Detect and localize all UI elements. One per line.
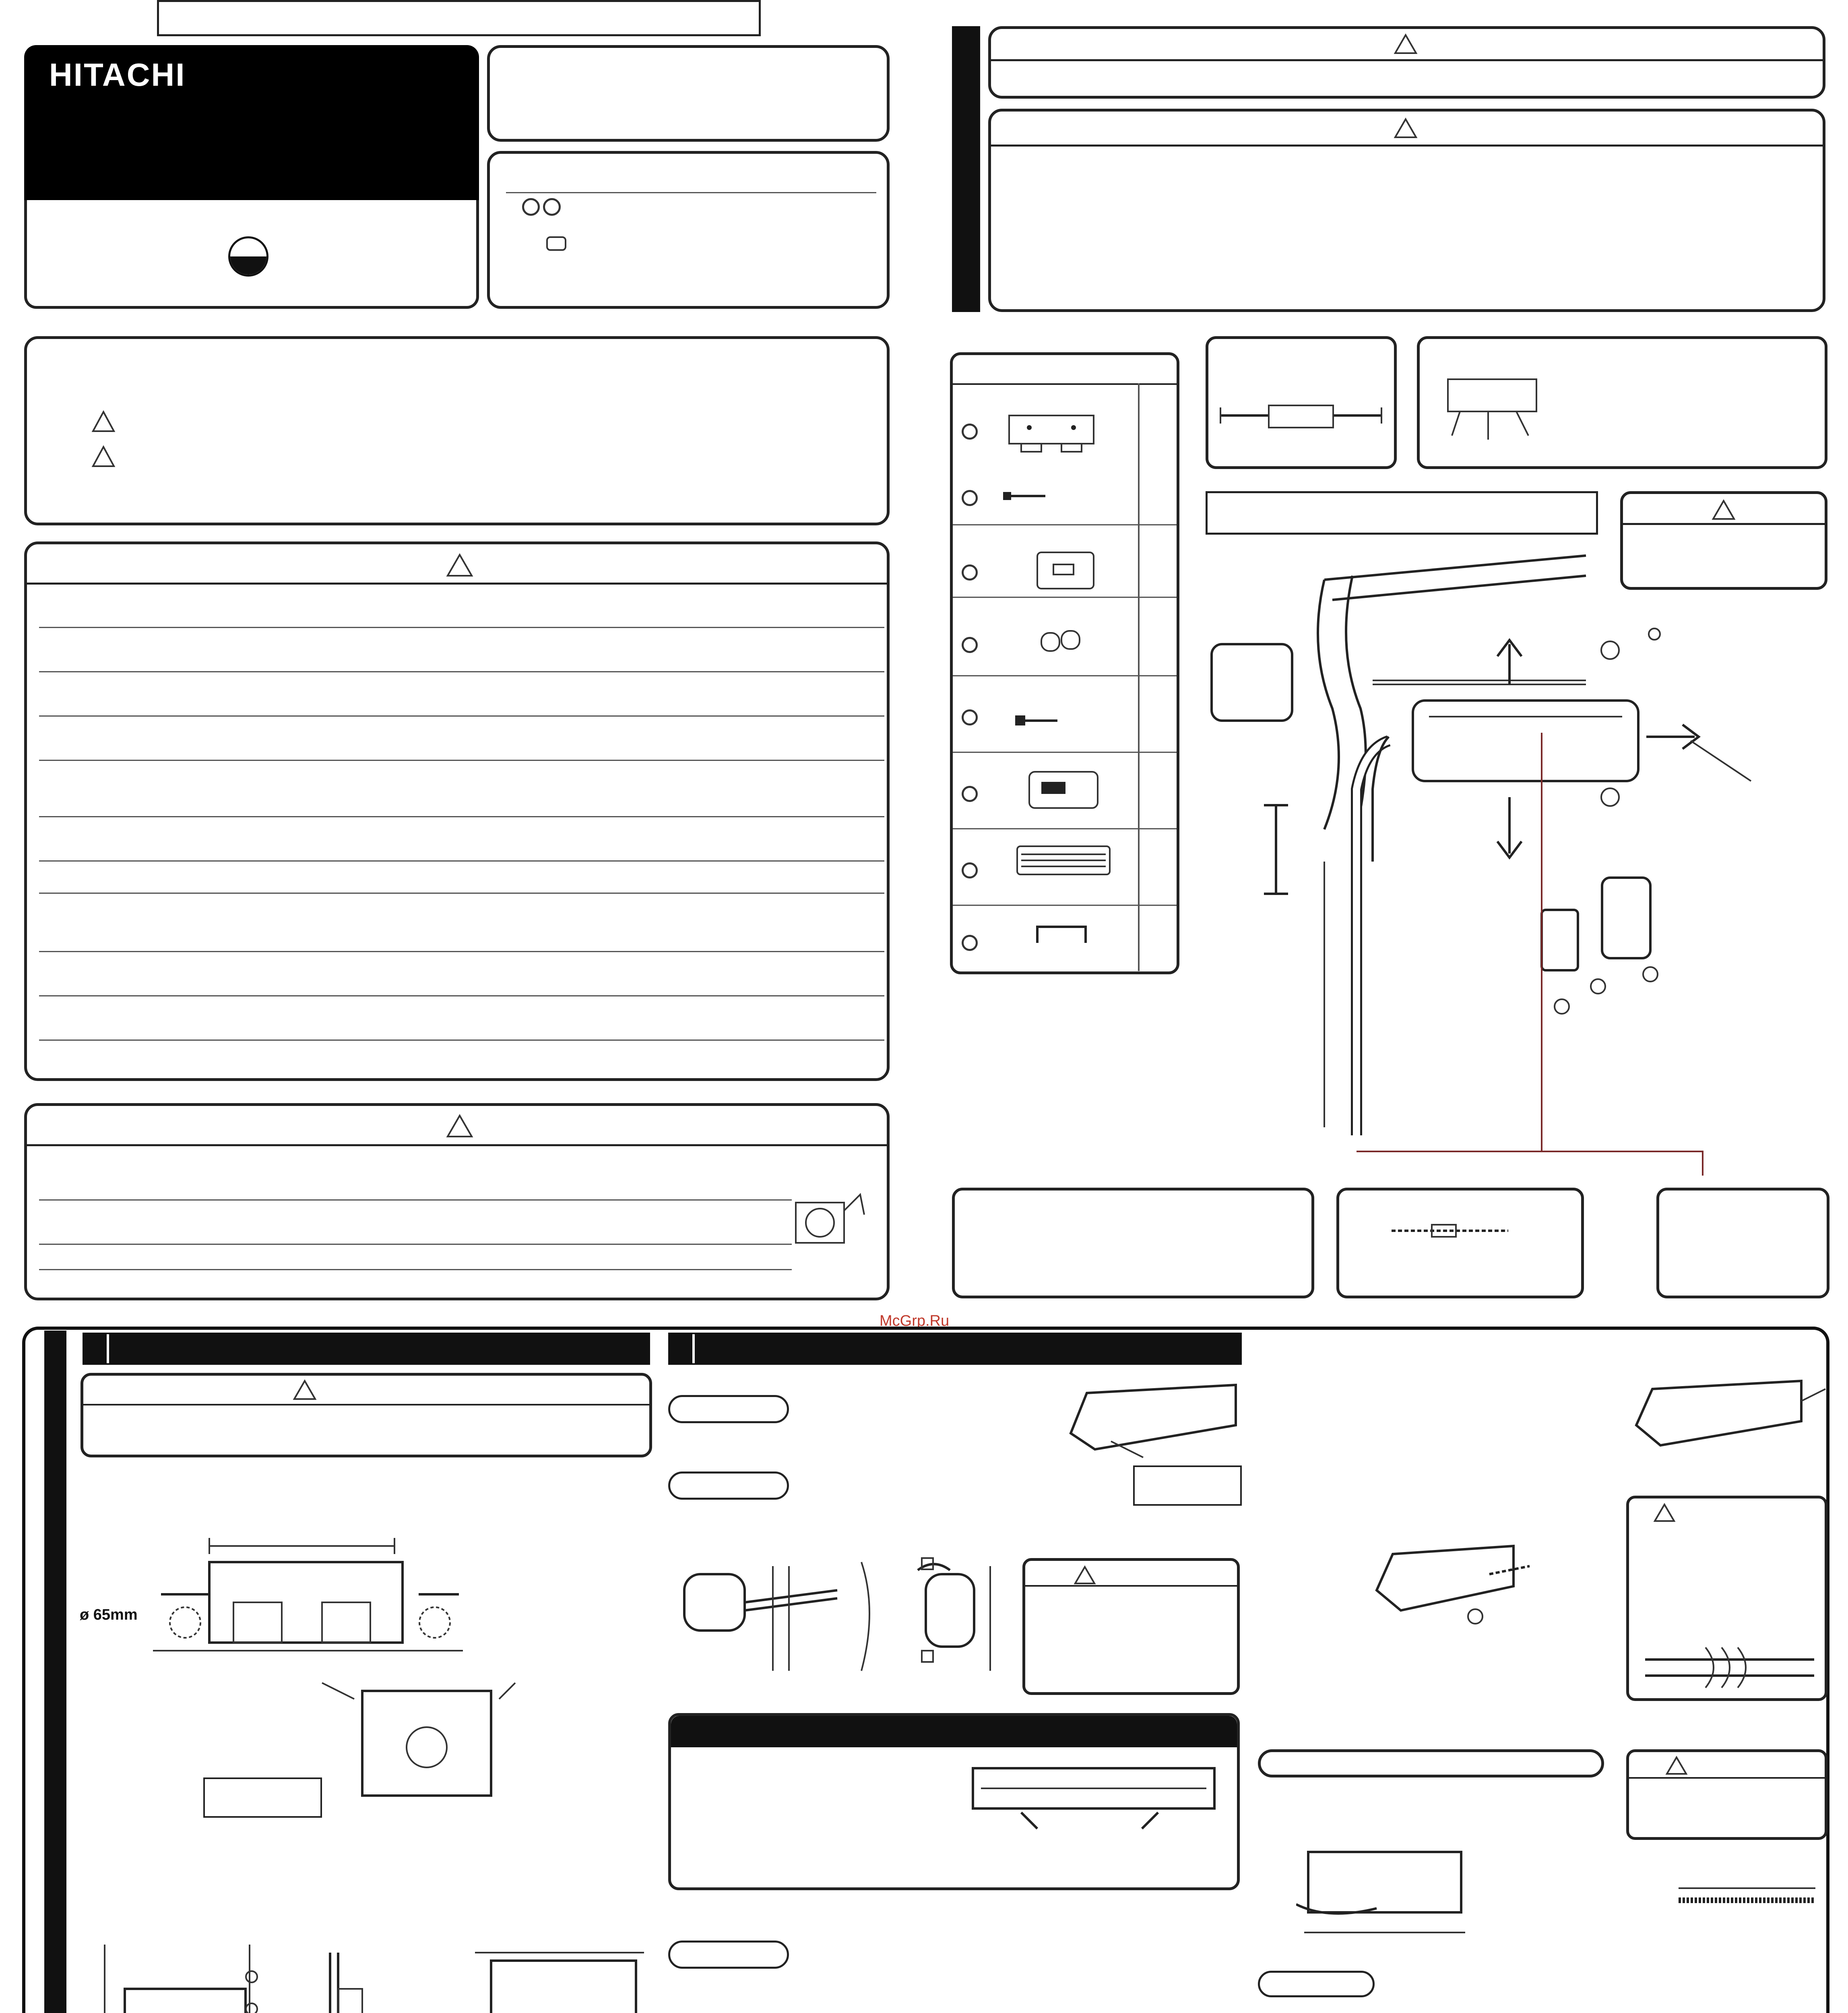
earth-symbol-icon [228,236,268,277]
installation-tool-box [1417,336,1827,469]
right-caution-box [988,109,1825,312]
indoor-unit-side-illustration [1436,367,1557,448]
connector-icon [546,236,566,251]
step-label-remove-panel [668,1941,789,1969]
brand-logo: HITACHI [49,57,186,93]
caution-triangle-icon [293,1379,317,1401]
drain-caution-box [1626,1749,1827,1840]
circled-number-icon [962,424,978,440]
safety-intro-box [24,336,890,525]
air-filter-part-icon [1013,838,1114,882]
warning-list-box [24,541,890,1081]
battery-part-icon [1037,625,1086,657]
drain-hose-illustration [1388,1215,1516,1247]
right-warning-box [988,26,1825,99]
caution-triangle-icon [91,444,116,469]
step-label-piping-right [668,1395,789,1423]
mounting-note-box [203,1777,322,1818]
tapping-screw-part-icon [1013,709,1061,734]
circled-number-icon [962,709,978,725]
caution-triangle-icon [446,1113,474,1139]
indoor-unit-piping-illustration [1063,1369,1240,1465]
section-header-mounting-plate [83,1333,650,1365]
indoor-unit-hang-illustration [1711,2005,1811,2013]
insulation-caution-box [1626,1496,1827,1701]
brand-panel-lower [24,200,479,309]
warning-triangle-icon [91,409,116,434]
caution-triangle-icon [1074,1565,1096,1586]
circled-number-icon [962,786,978,802]
remote-holder-part-icon [1033,548,1098,593]
installation-overview-diagram [1204,548,1827,1184]
center-piping-illustration [1369,1530,1538,1651]
pipe-bending-illustrations [668,1550,1030,1687]
caution-triangle-icon [1653,1503,1676,1523]
outdoor-unit-box [1656,1188,1829,1298]
circled-number-icon [962,935,978,951]
drain-step-title-box [1258,1749,1604,1777]
drain-hose-connection-box [1336,1188,1584,1298]
tape-wrap-illustration [1641,1631,1818,1700]
circled-number-icon [962,490,978,506]
pipe-hole-diameter-label: ø 65mm [80,1606,138,1623]
accessory-parts-table [950,352,1179,974]
front-panel-section [668,1713,1240,1890]
watermark-text: McGrp.Ru [880,1312,950,1329]
circled-number-icon [543,198,561,216]
piping-note-box [1133,1465,1242,1506]
circled-number-icon [522,198,540,216]
circled-number-icon [962,564,978,581]
step-label-piping-left [668,1472,789,1500]
drain-hose-detail [1670,1876,1823,1932]
mounting-plate-piping-illustration [1296,1844,1473,1949]
wall-hole-diagrams [81,1928,652,2013]
pipe-bend-caution-box [1022,1558,1240,1695]
caution-triangle-icon [1394,117,1418,140]
front-panel-illustration [965,1760,1222,1857]
remote-controller-part-icon [1025,766,1102,814]
mounting-plate-caution-box [81,1373,652,1457]
installation-diagram-title [1206,491,1598,535]
circled-number-icon [962,862,978,878]
side-black-bar-bottom [44,1331,66,2013]
step-label-indoor-install [1258,1971,1375,1997]
screw-part-icon [1001,486,1049,506]
outdoor-unit-illustration [788,1178,868,1259]
right-piping-illustration-top [1628,1365,1829,1469]
side-black-bar-top [952,26,980,312]
warning-triangle-icon [1394,33,1418,56]
warning-triangle-icon [446,552,474,578]
indoor-outdoor-connection-box [952,1188,1314,1298]
circled-number-icon [962,637,978,653]
specification-box [487,151,890,309]
pipe-connector-illustration [1216,391,1385,440]
top-title-frame [157,0,761,36]
caution-list-box [24,1103,890,1300]
caution-triangle-icon [1665,1755,1688,1776]
caution-triangle-icon [1712,499,1736,521]
mounting-plate-dimension-diagram [81,1522,523,1812]
mounting-plate-part-icon [1005,407,1098,456]
section-header-indoor-unit [668,1333,1242,1365]
model-info-box [487,45,890,142]
clamp-part-icon [1029,919,1094,951]
connecting-pipe-box [1206,336,1397,469]
brand-panel [24,45,479,200]
